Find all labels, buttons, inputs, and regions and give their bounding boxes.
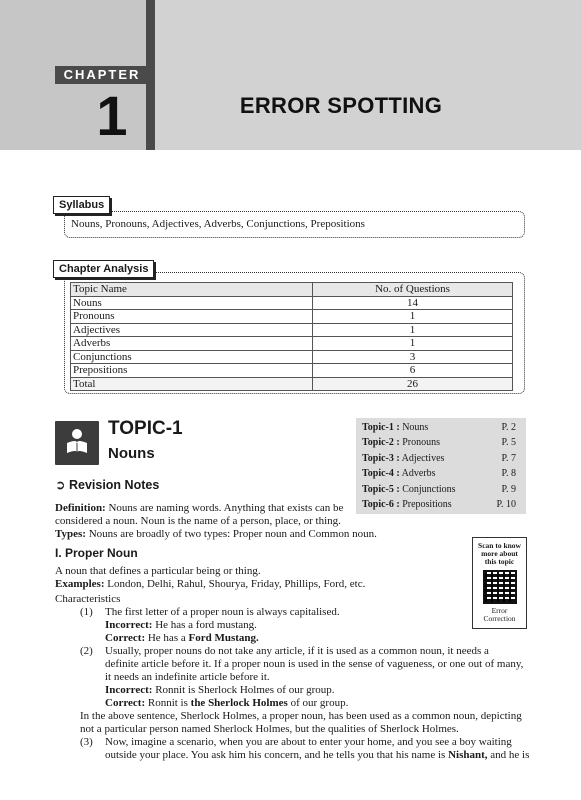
topic-index-page: P. 2 bbox=[501, 422, 516, 433]
proper-noun-definition: A noun that defines a particular being or thing. bbox=[55, 565, 261, 577]
table-row bbox=[71, 310, 513, 324]
syllabus-box bbox=[64, 211, 525, 238]
revision-notes-label: Revision Notes bbox=[68, 478, 160, 492]
qr-caption-line: more about bbox=[481, 549, 518, 558]
incorrect-label: Incorrect: bbox=[105, 684, 153, 696]
section-heading: I. Proper Noun bbox=[55, 546, 138, 560]
item-number: (3) bbox=[80, 736, 93, 748]
qr-caption-line: this topic bbox=[484, 557, 515, 566]
qr-label: Correction bbox=[483, 614, 516, 623]
item-text: definite article before it. If a proper noun is used in the sense of vagueness, or one out of many, bbox=[105, 658, 524, 670]
topic-index-label: Topic-3 : bbox=[362, 453, 400, 464]
topic-index-label: Topic-1 : bbox=[362, 422, 400, 433]
qr-code-icon[interactable] bbox=[483, 570, 517, 604]
correct-text: Ronnit is bbox=[147, 697, 188, 709]
topic-index-page: P. 5 bbox=[501, 437, 516, 448]
item-text: The first letter of a proper noun is always capitalised. bbox=[105, 606, 340, 618]
definition-text: Nouns are naming words. Anything that exists can be bbox=[108, 502, 344, 514]
table-row bbox=[71, 337, 513, 351]
correct-example bbox=[105, 632, 259, 645]
topic-index-item[interactable] bbox=[362, 437, 520, 452]
incorrect-label: Incorrect: bbox=[105, 619, 153, 631]
types-line bbox=[55, 528, 377, 541]
column-header-questions: No. of Questions bbox=[313, 283, 513, 297]
table-row bbox=[71, 364, 513, 378]
topic-index-item[interactable] bbox=[362, 468, 520, 483]
chapter-number: 1 bbox=[96, 84, 128, 147]
topic-index-name: Conjunctions bbox=[402, 484, 456, 495]
topic-title: TOPIC-1 bbox=[108, 418, 183, 439]
table-cell: Adverbs bbox=[71, 337, 313, 351]
table-cell: 14 bbox=[313, 296, 513, 310]
explanation-line: not a particular person named Sherlock Holmes, but the qualities of Sherlock Holmes. bbox=[80, 723, 459, 735]
explanation-line: In the above sentence, Sherlock Holmes, a proper noun, has been used as a common noun, depicting bbox=[80, 710, 522, 722]
table-cell: 1 bbox=[313, 310, 513, 324]
reader-icon bbox=[55, 421, 99, 465]
revision-notes-heading bbox=[55, 477, 159, 492]
topic-index-label: Topic-6 : bbox=[362, 499, 400, 510]
examples-label: Examples: bbox=[55, 578, 105, 590]
definition-label: Definition: bbox=[55, 502, 106, 514]
topic-index-page: P. 8 bbox=[501, 468, 516, 479]
chapter-analysis-table bbox=[70, 282, 513, 391]
topic-index-item[interactable] bbox=[362, 453, 520, 468]
correct-highlight: the Sherlock Holmes bbox=[190, 697, 288, 709]
syllabus-tag: Syllabus bbox=[53, 196, 110, 214]
topic-index bbox=[356, 418, 526, 514]
qr-label: Error bbox=[491, 606, 508, 615]
topic-index-name: Pronouns bbox=[402, 437, 440, 448]
topic-subtitle: Nouns bbox=[108, 445, 155, 462]
item-number: (1) bbox=[80, 606, 93, 618]
qr-code-panel[interactable] bbox=[472, 537, 527, 629]
examples-text: London, Delhi, Rahul, Shourya, Friday, Phillips, Ford, etc. bbox=[107, 578, 366, 590]
incorrect-example bbox=[105, 684, 335, 697]
table-cell: Adjectives bbox=[71, 323, 313, 337]
correct-label: Correct: bbox=[105, 632, 146, 644]
syllabus-text: Nouns, Pronouns, Adjectives, Adverbs, Conjunctions, Prepositions bbox=[71, 218, 365, 230]
item-text-part: and he is bbox=[490, 749, 530, 761]
incorrect-example bbox=[105, 619, 257, 632]
table-cell: 26 bbox=[313, 377, 513, 391]
chapter-analysis-tag: Chapter Analysis bbox=[53, 260, 154, 278]
item-number: (2) bbox=[80, 645, 93, 657]
table-cell: Conjunctions bbox=[71, 350, 313, 364]
table-cell: 3 bbox=[313, 350, 513, 364]
topic-index-label: Topic-4 : bbox=[362, 468, 400, 479]
incorrect-text: Ronnit is Sherlock Holmes of our group. bbox=[155, 684, 335, 696]
topic-index-name: Adverbs bbox=[401, 468, 436, 479]
table-total-row bbox=[71, 377, 513, 391]
table-row bbox=[71, 323, 513, 337]
table-header-row bbox=[71, 283, 513, 297]
correct-example bbox=[105, 697, 348, 710]
table-cell: Prepositions bbox=[71, 364, 313, 378]
chapter-label: CHAPTER bbox=[55, 66, 149, 84]
incorrect-text: He has a ford mustang. bbox=[155, 619, 257, 631]
topic-index-name: Nouns bbox=[402, 422, 429, 433]
item-text-highlight: Nishant, bbox=[448, 749, 488, 761]
topic-index-name: Adjectives bbox=[401, 453, 445, 464]
examples-line bbox=[55, 578, 365, 591]
item-text: Usually, proper nouns do not take any article, if it is used as a common noun, it needs a bbox=[105, 645, 489, 657]
topic-index-name: Prepositions bbox=[402, 499, 452, 510]
table-cell: Pronouns bbox=[71, 310, 313, 324]
item-text bbox=[105, 749, 530, 762]
correct-highlight: Ford Mustang. bbox=[188, 632, 259, 644]
table-row bbox=[71, 350, 513, 364]
topic-index-label: Topic-2 : bbox=[362, 437, 400, 448]
topic-index-item[interactable] bbox=[362, 484, 520, 499]
correct-label: Correct: bbox=[105, 697, 146, 709]
item-text: it needs an indefinite article before it. bbox=[105, 671, 270, 683]
topic-index-page: P. 10 bbox=[496, 499, 516, 510]
topic-index-page: P. 7 bbox=[501, 453, 516, 464]
topic-index-item[interactable] bbox=[362, 499, 520, 514]
item-text-part: outside your place. You ask him his concern, and he tells you that his name is bbox=[105, 749, 446, 761]
table-row bbox=[71, 296, 513, 310]
correct-text: of our group. bbox=[290, 697, 349, 709]
characteristics-heading: Characteristics bbox=[55, 593, 121, 605]
table-cell: Nouns bbox=[71, 296, 313, 310]
topic-index-item[interactable] bbox=[362, 422, 520, 437]
types-label: Types: bbox=[55, 528, 86, 540]
table-cell: 1 bbox=[313, 323, 513, 337]
circle-arrow-icon: ➲ bbox=[55, 478, 66, 492]
definition-line bbox=[55, 502, 343, 515]
chapter-title: ERROR SPOTTING bbox=[239, 93, 443, 118]
table-cell: 1 bbox=[313, 337, 513, 351]
table-cell: Total bbox=[71, 377, 313, 391]
types-text: Nouns are broadly of two types: Proper noun and Common noun. bbox=[88, 528, 377, 540]
definition-line: considered a noun. Noun is the name of a person, place, or thing. bbox=[55, 515, 341, 527]
qr-caption-line: Scan to know bbox=[478, 541, 521, 550]
topic-index-label: Topic-5 : bbox=[362, 484, 400, 495]
item-text: Now, imagine a scenario, when you are about to enter your home, and you see a boy waiting bbox=[105, 736, 512, 748]
topic-index-page: P. 9 bbox=[501, 484, 516, 495]
table-cell: 6 bbox=[313, 364, 513, 378]
column-header-topic: Topic Name bbox=[71, 283, 313, 297]
correct-text: He has a bbox=[147, 632, 186, 644]
